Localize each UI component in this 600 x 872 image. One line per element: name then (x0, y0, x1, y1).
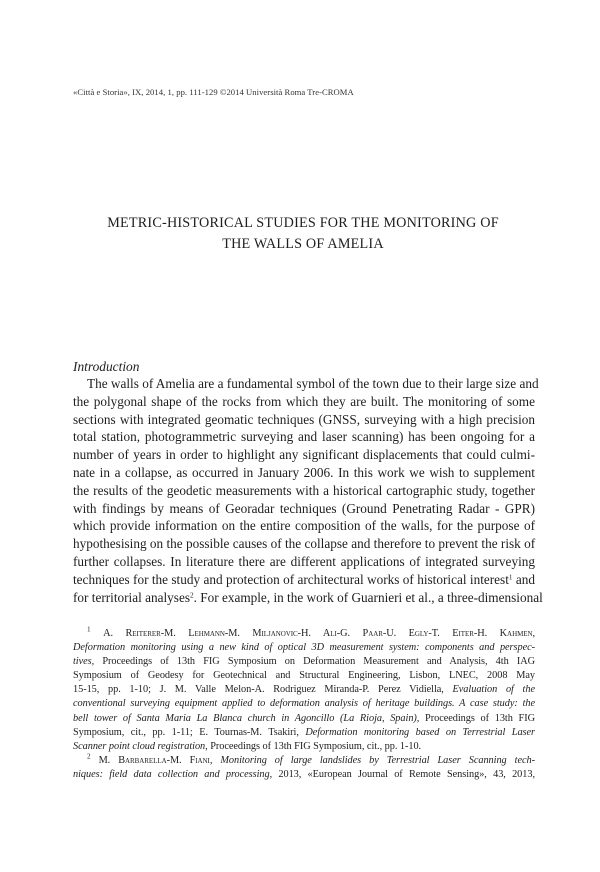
body-text (73, 375, 543, 606)
body-line: total station, photogrammetric surveying and laser scanning) has been ongoing for a (73, 429, 535, 445)
footnote-1-line (73, 726, 535, 740)
body-line: number of years in order to highlight any significant displacements that could culmi- (73, 447, 535, 463)
body-line: the results of the geodetic measurements with a historical cartographic study, together (73, 482, 535, 498)
footnote-authors: 15-15, pp. 1-10; J. M. Valle Melon-A. Rodriguez Miranda-P. Perez Vidiella, (73, 684, 444, 696)
article-title (68, 213, 538, 255)
body-line: the polygonal shape of the rocks from which they are built. The monitoring of some (73, 393, 535, 409)
body-line (73, 589, 543, 607)
body-line-text: and (512, 571, 535, 587)
footnote-title: Evaluation of the (443, 684, 535, 696)
footnote-text: 2013, «European Journal of Remote Sensing», 43, 2013, (272, 768, 535, 780)
body-line: hypothesising on the possible causes of the collapse and therefore to prevent the risk of (73, 536, 536, 552)
footnote-authors: M. Barbarella-M. Fiani, (98, 754, 213, 766)
body-line: which provide information on the entire composition of the walls, for the purpose of (73, 518, 535, 534)
footnote-title: conventional surveying equipment applied to deformation analysis of heritage buildings. A case study: the (73, 698, 535, 710)
article-title-line-2: THE WALLS OF AMELIA (222, 236, 384, 252)
footnote-title: Monitoring of large landslides by Terrestrial Laser Scanning tech- (212, 754, 535, 766)
body-line: with findings by means of Georadar techniques (Ground Penetrating Radar - GPR) (73, 500, 535, 516)
footnote-1-line (73, 627, 535, 641)
footnote-title: Deformation monitoring based on Terrestrial Laser (298, 726, 535, 738)
section-heading-introduction: Introduction (73, 359, 140, 374)
footnote-1-line (73, 683, 535, 697)
body-line: The walls of Amelia are a fundamental symbol of the town due to their large size and (87, 376, 539, 391)
footnote-title: bell tower of Santa Maria La Blanca church in Agoncillo (La Rioja, Spain), (73, 712, 420, 724)
footnote-2-line (73, 768, 535, 782)
footnote-1-line (73, 641, 535, 655)
footnote-number: 1 (87, 625, 91, 634)
footnote-authors: A. Reiterer-M. Lehmann-M. Miljanovic-H. Ali-G. Paar-U. Egly-T. Eiter-H. Kahmen, (103, 628, 535, 639)
footnote-1-line (73, 697, 535, 711)
body-line-text: techniques for the study and protection of architectural works of historical interest (73, 571, 509, 587)
footnote-1-line (73, 712, 535, 726)
footnote-text: Proceedings of 13th FIG Symposium on Deformation Measurement and Analysis, 4th IAG (94, 656, 535, 668)
body-line-text: . For example, in the work of Guarnieri et al., a three-dimensional (193, 589, 543, 605)
body-line: sections with integrated geomatic techniques (GNSS, surveying with a high precision (73, 411, 535, 427)
body-line (73, 571, 535, 589)
body-line: further collapses. In literature there are different applications of integrated surveying (73, 553, 535, 569)
footnote-text: Proceedings of 13th FIG (419, 712, 535, 724)
footnote-1-line: Symposium of Geodesy for Geotechnical and Structural Engineering, Lisbon, LNEC, 2008 May (73, 670, 535, 682)
footnote-title: Scanner point cloud registration, (73, 740, 208, 752)
footnote-1-line (73, 740, 535, 754)
footnote-number: 2 (87, 752, 91, 761)
footnote-title: niques: field data collection and processing, (73, 768, 273, 780)
footnote-ref-1[interactable]: 1 (508, 573, 513, 582)
journal-citation-header: «Città e Storia», IX, 2014, 1, pp. 111-129 ©2014 Università Roma Tre-CROMA (73, 87, 354, 97)
footnote-title: Deformation monitoring using a new kind of optical 3D measurement system: components and perspec- (73, 642, 535, 654)
footnotes (73, 627, 535, 782)
footnote-2-line (73, 754, 535, 768)
body-line: nate in a collapse, as occurred in January 2006. In this work we wish to supplement (73, 464, 535, 480)
footnote-text: Proceedings of 13th FIG Symposium, cit., pp. 1-10. (207, 740, 422, 752)
footnote-1-line (73, 655, 535, 669)
article-title-line-1: METRIC-HISTORICAL STUDIES FOR THE MONITORING OF (107, 215, 499, 231)
footnote-title: tives, (73, 656, 95, 668)
body-line-text: for territorial analyses (73, 589, 190, 605)
footnote-ref-2[interactable]: 2 (190, 591, 194, 600)
footnote-text: Symposium, cit., pp. 1-11; E. Tournas-M. Tsakiri, (73, 726, 299, 738)
